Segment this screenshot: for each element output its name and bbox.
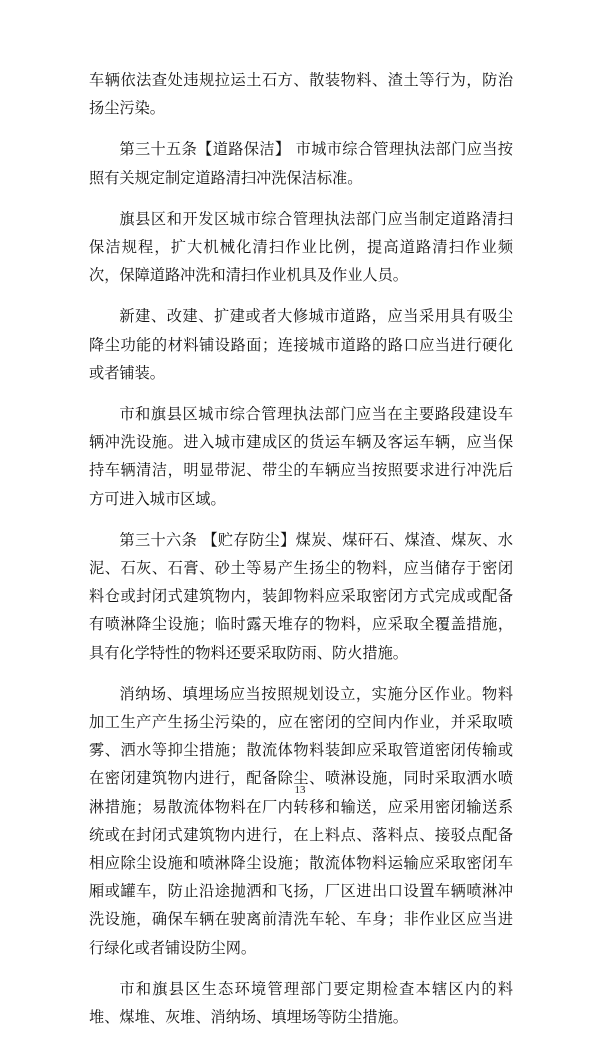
paragraph-inspection: 市和旗县区生态环境管理部门要定期检查本辖区内的料堆、煤堆、灰堆、消纳场、填埋场等防尘措施。	[89, 979, 513, 1027]
page-body	[89, 66, 513, 1044]
paragraph-cleaning-rules: 旗县区和开发区城市综合管理执法部门应当制定道路清扫保洁规程，扩大机械化清扫作业比例，提高道路清扫作业频次，保障道路冲洗和清扫作业机具及作业人员。	[89, 209, 513, 285]
page-number: 13	[294, 784, 306, 796]
paragraph-article-35: 第三十五条【道路保洁】 市城市综合管理执法部门应当按照有关规定制定道路清扫冲洗保洁标准。	[89, 140, 513, 187]
paragraph-disposal-sites: 消纳场、填埋场应当按照规划设立，实施分区作业。物料加工生产产生扬尘污染的，应在密闭的空间内作业，并采取喷雾、洒水等抑尘措施；散流体物料装卸应采取管道密闭传输或在密闭建筑物内进行，配备除尘、喷淋设施，同时采取洒水喷淋措施；易散流体物料在厂内转移和输送，应采用密闭输送系统或在封闭式建筑物内进行，在上料点、落料点、接驳点配备相应除尘设施和喷淋降尘设施；散流体物料运输应采取密闭车厢或罐车，防止沿途抛洒和飞扬，厂区进出口设置车辆喷淋冲洗设施，确保车辆在驶离前清洗车轮、车身；非作业区应当进行绿化或者铺设防尘网。	[89, 684, 513, 957]
paragraph-road-materials: 新建、改建、扩建或者大修城市道路，应当采用具有吸尘降尘功能的材料铺设路面；连接城市道路的路口应当进行硬化或者铺装。	[89, 307, 513, 382]
paragraph-continuation: 车辆依法查处违规拉运土石方、散装物料、渣土等行为，防治扬尘污染。	[89, 71, 513, 118]
paragraph-vehicle-washing: 市和旗县区城市综合管理执法部门应当在主要路段建设车辆冲洗设施。进入城市建成区的货运车辆及客运车辆，应当保持车辆清洁，明显带泥、带尘的车辆应当按照要求进行冲洗后方可进入城市区域。	[89, 405, 513, 508]
paragraph-article-36: 第三十六条 【贮存防尘】煤炭、煤矸石、煤渣、煤灰、水泥、石灰、石膏、砂土等易产生扬尘的物料，应当储存于密闭料仓或封闭式建筑物内，装卸物料应采取密闭方式完成或配备有喷淋降尘设施；临时露天堆存的物料，应采取全覆盖措施，具有化学特性的物料还要采取防雨、防火措施。	[89, 530, 513, 662]
